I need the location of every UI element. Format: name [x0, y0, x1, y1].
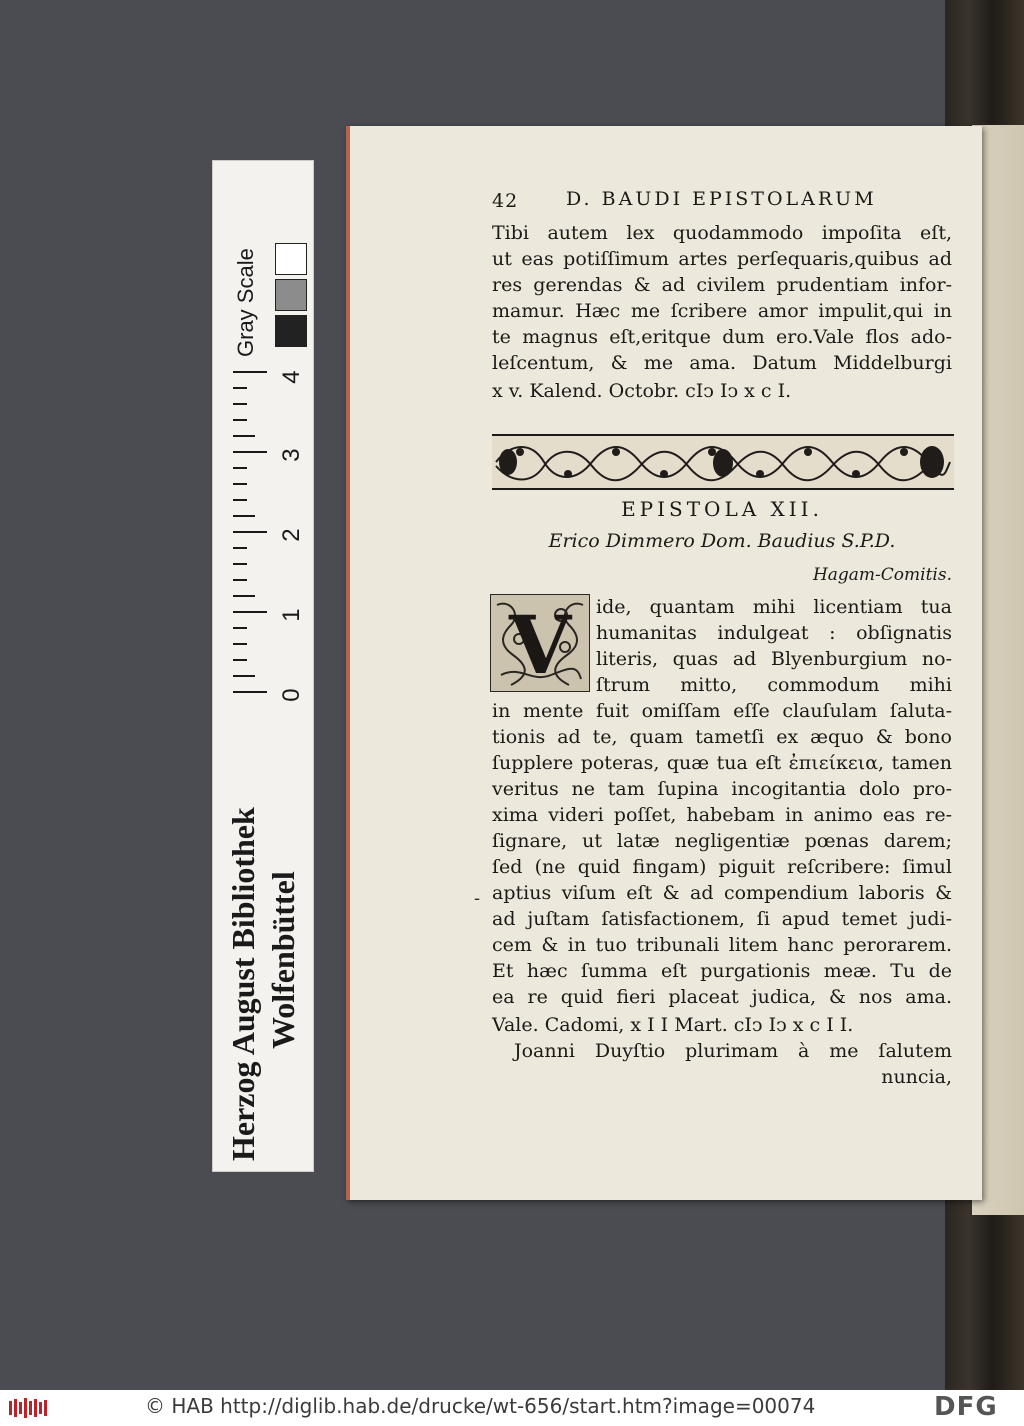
text-line: literis, quas ad Blyenburgium no- — [596, 648, 952, 670]
text-line: Tibi autem lex quodammodo impoſita eſt, — [492, 222, 952, 244]
ruler-number: 1 — [278, 608, 305, 622]
hab-logo-icon — [8, 1397, 48, 1419]
ruler-number: 2 — [278, 528, 305, 542]
text-line: xima videri poſſet, habebam in animo eas re- — [492, 804, 952, 826]
gray-scale-label: Gray Scale — [233, 248, 258, 357]
epistle-salutation: Erico Dimmero Dom. Baudius S.P.D. — [548, 530, 896, 552]
gray-swatch-dark — [275, 315, 307, 347]
text-line: ut eas potiſſimum artes perſequaris,quibus ad — [492, 248, 952, 270]
epistle-place: Hagam-Comitis. — [812, 565, 952, 585]
postscript-line: Joanni Duyſtio plurimam à me ſalutem — [514, 1040, 952, 1062]
closing-line: Vale. Cadomi, x I I Mart. cIↄ Iↄ x c I I. — [492, 1014, 854, 1036]
text-line: Et hæc ſumma eſt purgationis meæ. Tu de — [492, 960, 952, 982]
text-line: ea re quid fieri placeat judica, & nos ama. — [492, 986, 952, 1008]
text-line: ſupplere poteras, quæ tua eſt ἐπιείκεια, tamen — [492, 752, 952, 774]
institution-city: Wolfenbüttel — [265, 871, 301, 1049]
text-line: ſignare, ut latæ negligentiæ pœnas darem; — [492, 830, 952, 852]
footer-bar — [0, 1390, 1024, 1426]
text-line: aptius viſum eſt & ad compendium laboris & — [492, 882, 952, 904]
ruler-number: 3 — [278, 448, 305, 462]
text-line: te magnus eſt,eritque dum ero.Vale flos ado- — [492, 326, 952, 348]
ruler-number: 0 — [278, 688, 305, 702]
text-line: res gerendas & ad civilem prudentiam infor- — [492, 274, 952, 296]
ruler-number: 4 — [278, 370, 305, 384]
epistle-title: EPISTOLA XII. — [621, 497, 823, 521]
text-line: x v. Kalend. Octobr. cIↄ Iↄ x c I. — [492, 380, 792, 402]
text-line: in mente fuit omiſſam eſſe clauſulam ſaluta- — [492, 700, 952, 722]
gray-swatch-mid — [275, 279, 307, 311]
institution-name: Herzog August Bibliothek — [225, 807, 261, 1161]
text-line: ad juſtam ſatisfactionem, ſi apud temet judi- — [492, 908, 952, 930]
postscript-end: nuncia, — [881, 1066, 952, 1088]
text-line: cem & in tuo tribunali litem hanc perorarem. — [492, 934, 952, 956]
decorated-initial — [490, 594, 590, 692]
gray-swatch-white — [275, 243, 307, 275]
text-line: tionis ad te, quam tametſi ex æquo & bono — [492, 726, 952, 748]
running-title: D. BAUDI EPISTOLARUM — [566, 188, 877, 210]
text-line: humanitas indulgeat : obſignatis — [596, 622, 952, 644]
margin-mark: - — [474, 888, 481, 909]
measurement-ruler — [212, 160, 314, 1172]
text-line: leſcentum, & me ama. Datum Middelburgi — [492, 352, 952, 374]
text-line: veritus ne tam ſupina incogitantia dolo pro- — [492, 778, 952, 800]
initial-letter: V — [508, 598, 572, 691]
page-number: 42 — [492, 190, 519, 212]
text-line: ſed (ne quid fingam) piguit reſcribere: ſimul — [492, 856, 952, 878]
copyright-credit: © HAB http://diglib.hab.de/drucke/wt-656/start.htm?image=00074 — [145, 1394, 816, 1418]
text-line: ide, quantam mihi licentiam tua — [596, 596, 952, 618]
dfg-logo: DFG — [934, 1392, 998, 1422]
running-header — [492, 186, 952, 216]
text-line: mamur. Hæc me ſcribere amor impulit,qui in — [492, 300, 952, 322]
ornamental-band — [492, 434, 954, 490]
text-line: ſtrum mitto, commodum mihi — [596, 674, 952, 696]
